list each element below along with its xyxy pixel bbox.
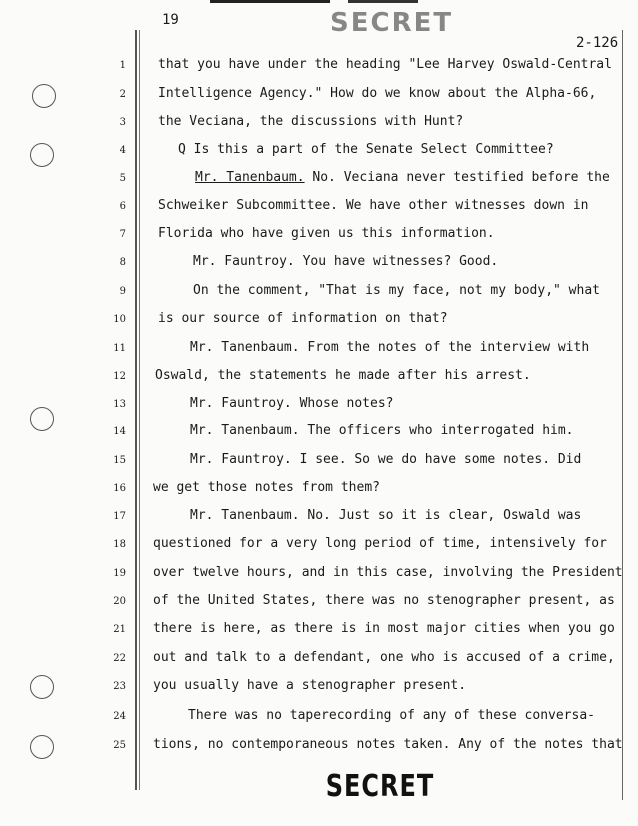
line-number: 14: [113, 426, 126, 437]
line-text: Florida who have given us this information.: [158, 226, 495, 241]
line-number: 24: [113, 711, 126, 722]
line-text: is our source of information on that?: [158, 311, 448, 326]
line-text: Q Is this a part of the Senate Select Committee?: [178, 142, 554, 157]
transcript-line: [0, 57, 638, 77]
transcript-line: [0, 311, 638, 331]
line-text: tions, no contemporaneous notes taken. Any of the notes that: [153, 737, 623, 752]
line-number: 4: [119, 145, 126, 156]
transcript-line: [0, 678, 638, 698]
line-text: Mr. Fauntroy. Whose notes?: [190, 396, 394, 411]
transcript-line: [0, 452, 638, 472]
transcript-line: [0, 737, 638, 757]
line-number: 3: [119, 117, 126, 128]
transcript-line: [0, 423, 638, 443]
transcript-line: [0, 565, 638, 585]
transcript-line: [0, 650, 638, 670]
line-number: 7: [119, 229, 126, 240]
transcript-line: [0, 86, 638, 106]
line-text: Mr. Fauntroy. You have witnesses? Good.: [193, 254, 499, 269]
line-number: 22: [113, 653, 126, 664]
transcript-line: [0, 226, 638, 246]
line-number: 18: [113, 539, 126, 550]
top-redaction-bar-2: [348, 0, 418, 3]
line-text: Oswald, the statements he made after his arrest.: [155, 368, 531, 383]
line-number: 9: [119, 286, 126, 297]
transcript-line: [0, 536, 638, 556]
line-number: 12: [113, 371, 126, 382]
line-number: 8: [119, 257, 126, 268]
line-text: Mr. Tanenbaum. No. Just so it is clear, Oswald was: [190, 508, 582, 523]
transcript-line: [0, 621, 638, 641]
line-text: On the comment, "That is my face, not my body," what: [193, 283, 600, 298]
line-text: questioned for a very long period of time, intensively for: [153, 536, 607, 551]
transcript-line: [0, 170, 638, 190]
line-number: 20: [113, 596, 126, 607]
line-number: 6: [119, 201, 126, 212]
line-number: 16: [113, 483, 126, 494]
transcript-line: [0, 114, 638, 134]
line-text: there is here, as there is in most major cities when you go: [153, 621, 615, 636]
line-text: of the United States, there was no stenographer present, as: [153, 593, 615, 608]
line-text: Mr. Tanenbaum. From the notes of the interview with: [190, 340, 590, 355]
line-number: 1: [119, 60, 126, 71]
line-text: we get those notes from them?: [153, 480, 380, 495]
classification-stamp-top: SECRET: [330, 8, 454, 38]
line-number: 5: [119, 173, 126, 184]
speaker-name: Mr. Tanenbaum.: [195, 170, 305, 185]
line-number: 11: [113, 343, 126, 354]
transcript-line: [0, 283, 638, 303]
line-number: 17: [113, 511, 126, 522]
transcript-line: [0, 593, 638, 613]
line-text: the Veciana, the discussions with Hunt?: [158, 114, 464, 129]
line-number: 15: [113, 455, 126, 466]
transcript-line: [0, 508, 638, 528]
line-number: 2: [119, 89, 126, 100]
line-text-rest: No. Veciana never testified before the: [304, 170, 610, 185]
line-text: Schweiker Subcommittee. We have other witnesses down in: [158, 198, 589, 213]
transcript-line: [0, 254, 638, 274]
transcript-line: [0, 198, 638, 218]
line-number: 19: [113, 568, 126, 579]
top-redaction-bar: [210, 0, 330, 3]
line-number: 25: [113, 740, 126, 751]
line-text: Mr. Fauntroy. I see. So we do have some notes. Did: [190, 452, 582, 467]
transcript-line: [0, 142, 638, 162]
line-number: 13: [113, 399, 126, 410]
line-text: Mr. Tanenbaum. The officers who interrogated him.: [190, 423, 574, 438]
transcript-line: [0, 368, 638, 388]
line-text: out and talk to a defendant, one who is accused of a crime,: [153, 650, 615, 665]
transcript-line: [0, 480, 638, 500]
page-number: 19: [162, 12, 179, 28]
line-number: 21: [113, 624, 126, 635]
line-text: over twelve hours, and in this case, involving the President: [153, 565, 623, 580]
line-number: 23: [113, 681, 126, 692]
reference-number: 2-126: [576, 35, 619, 51]
line-text: [195, 170, 610, 185]
transcript-line: [0, 708, 638, 728]
line-text: Intelligence Agency." How do we know about the Alpha-66,: [158, 86, 597, 101]
classification-stamp-bottom: SECRET: [325, 768, 435, 804]
line-text: you usually have a stenographer present.: [153, 678, 467, 693]
line-text: There was no taperecording of any of these conversa-: [188, 708, 595, 723]
transcript-line: [0, 340, 638, 360]
transcript-line: [0, 396, 638, 416]
line-number: 10: [113, 314, 126, 325]
line-text: that you have under the heading "Lee Harvey Oswald-Central: [158, 57, 612, 72]
